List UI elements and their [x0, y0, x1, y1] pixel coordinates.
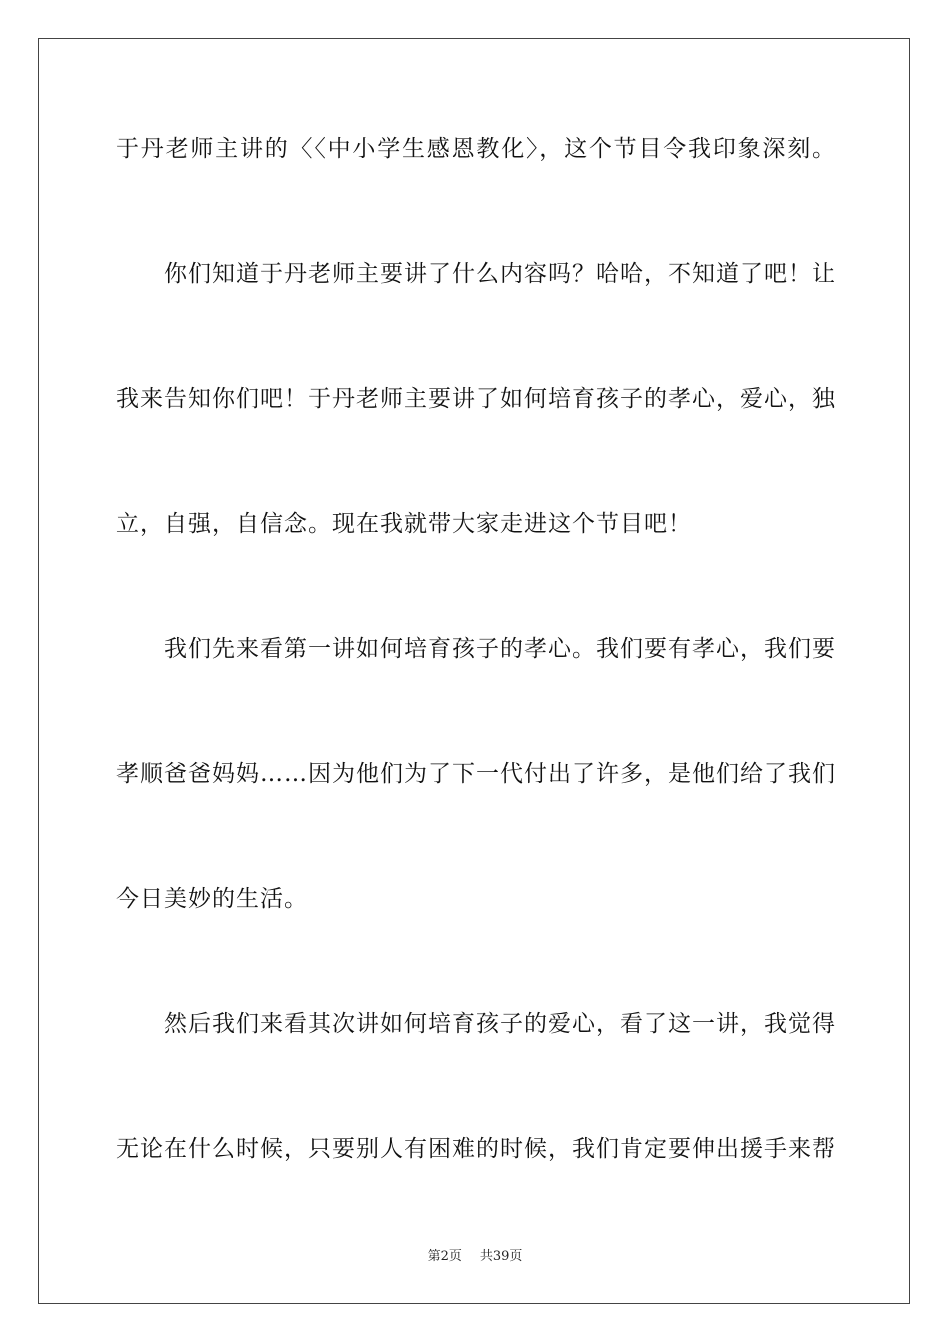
page-number: 第2页	[427, 1249, 462, 1264]
page-footer	[0, 1248, 950, 1266]
body-line-8: 然后我们来看其次讲如何培育孩子的爱心，看了这一讲，我觉得	[164, 1011, 836, 1037]
body-line-3: 我来告知你们吧！于丹老师主要讲了如何培育孩子的孝心，爱心，独	[116, 386, 836, 412]
page-frame	[38, 38, 910, 1304]
body-line-2: 你们知道于丹老师主要讲了什么内容吗？哈哈，不知道了吧！让	[164, 261, 836, 287]
body-line-9: 无论在什么时候，只要别人有困难的时候，我们肯定要伸出援手来帮	[116, 1136, 836, 1162]
body-line-4: 立，自强，自信念。现在我就带大家走进这个节目吧！	[116, 511, 692, 537]
body-line-5: 我们先来看第一讲如何培育孩子的孝心。我们要有孝心，我们要	[164, 636, 836, 662]
body-line-6: 孝顺爸爸妈妈……因为他们为了下一代付出了许多，是他们给了我们	[116, 761, 836, 787]
body-line-7: 今日美妙的生活。	[116, 886, 308, 912]
page-total: 共39页	[479, 1249, 523, 1264]
body-line-1: 于丹老师主讲的〈〈中小学生感恩教化〉，这个节目令我印象深刻。	[116, 136, 836, 162]
